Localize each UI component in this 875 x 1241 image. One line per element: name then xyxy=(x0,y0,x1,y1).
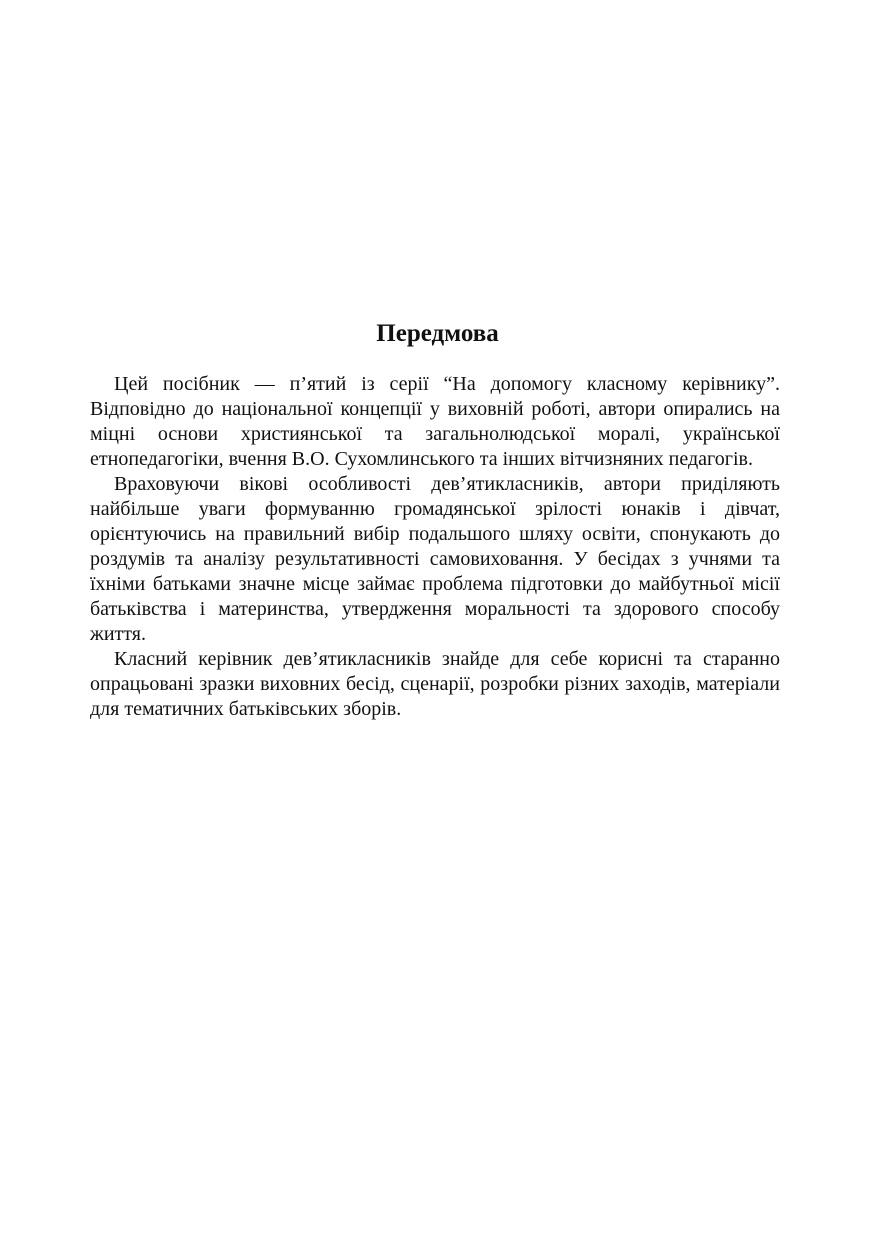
paragraph-2: Враховуючи вікові особливості дев’ятикласників, автори приділяють найбільше уваги формуванню громадянської зрілості юнаків і дівчат, орієнтуючись на правильний вибір подальшого шляху освіти, спонукають до роздумів та аналізу результативності самовиховання. У бесідах з учнями та їхніми батьками значне місце займає проблема підготовки до майбутньої місії батьківства і материнства, утвердження моральності та здорового способу життя. xyxy=(90,473,780,645)
paragraph-3: Класний керівник дев’ятикласників знайде для себе корисні та старанно опрацьовані зразки виховних бесід, сценарії, розробки різних заходів, матеріали для тематичних батьківських зборів. xyxy=(90,648,780,720)
paragraph-1: Цей посібник — п’ятий із серії “На допомогу класному керівнику”. Відповідно до національної концепції у виховній роботі, автори опирались на міцні основи християнської та загальнолюдської моралі, української етнопедагогіки, вчення В.О. Сухомлинського та інших вітчизняних педагогів. xyxy=(90,373,780,470)
preface-body xyxy=(90,372,780,722)
page-title: Передмова xyxy=(376,320,499,347)
